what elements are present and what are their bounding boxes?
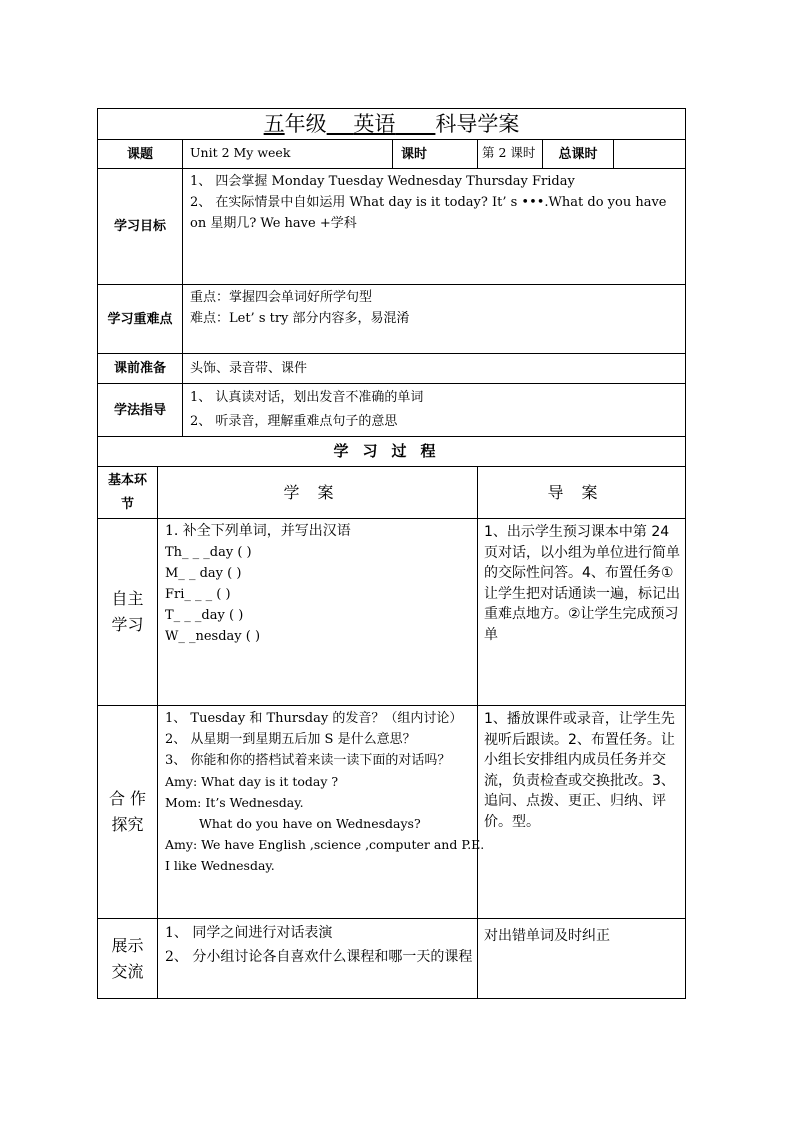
goals-content	[183, 169, 686, 285]
study-line: 1. 补全下列单词，并写出汉语	[165, 523, 351, 539]
document-title	[98, 109, 686, 140]
process-header: 学习过程	[98, 437, 686, 467]
topic-value: Unit 2 My week	[183, 140, 393, 169]
goals-label: 学习目标	[98, 169, 183, 285]
period-label: 课时	[393, 140, 478, 169]
study-line: Fri_ _ _ ( )	[165, 587, 231, 602]
study-line: M_ _ day ( )	[165, 566, 242, 581]
total-label: 总课时	[543, 140, 614, 168]
method-line-1: 1、 认真读对话，划出发音不准确的单词	[190, 390, 424, 405]
goal-line-2: 2、 在实际情景中自如运用 What day is it today? It’ s •••.What do you have on 星期几? We have +学科	[190, 195, 667, 231]
lesson-plan-table	[97, 108, 686, 999]
section-guide-presentation: 对出错单词及时纠正	[478, 919, 686, 999]
section-stage-self-study: 自主学习	[98, 519, 158, 706]
study-line: Amy: We have English ,science ,computer and P.E.	[165, 837, 485, 852]
study-line: 2、 分小组讨论各自喜欢什么课程和哪一天的课程	[165, 949, 473, 965]
section-study-presentation	[158, 919, 478, 999]
key-point-line-1: 重点：掌握四会单词好所学句型	[190, 290, 373, 305]
section-guide-cooperation: 1、播放课件或录音，让学生先视听后跟读。2、布置任务。让小组长安排组内成员任务并交流，负责检查或交换批改。3、追问、点拨、更正、归纳、评价。型。	[478, 706, 686, 919]
method-label: 学法指导	[98, 384, 183, 437]
section-stage-presentation: 展示交流	[98, 919, 158, 999]
study-line: 1、 同学之间进行对话表演	[165, 925, 333, 941]
column-header-study: 学案	[158, 467, 478, 519]
study-line: 1、 Tuesday 和 Thursday 的发音？（组内讨论）	[165, 711, 463, 726]
study-line: 3、 你能和你的搭档试着来读一读下面的对话吗？	[165, 753, 451, 768]
title-grade-suffix: 年级	[284, 112, 327, 136]
study-line: W_ _nesday ( )	[165, 629, 261, 644]
study-line: Amy: What day is it today ?	[165, 774, 339, 789]
goal-line-1: 1、 四会掌握 Monday Tuesday Wednesday Thursday Friday	[190, 174, 575, 189]
study-line: 2、 从星期一到星期五后加 S 是什么意思？	[165, 732, 416, 747]
study-line: Th_ _ _day ( )	[165, 545, 252, 560]
preparation-label: 课前准备	[98, 354, 183, 384]
study-line: Mom: It’s Wednesday.	[165, 795, 304, 810]
key-point-line-2: 难点：Let’ s try 部分内容多，易混淆	[190, 311, 410, 326]
section-study-cooperation	[158, 706, 485, 919]
section-guide-self-study: 1、出示学生预习课本中第 24 页对话，以小组为单位进行简单的交际性问答。4、布置任务①让学生把对话通读一遍，标记出重难点地方。②让学生完成预习单	[478, 519, 686, 706]
section-study-self-study	[158, 519, 478, 706]
period-value: 第 2 课时	[478, 140, 543, 168]
column-header-stage: 基本环节	[98, 467, 158, 519]
section-stage-cooperation: 合 作探究	[98, 706, 158, 919]
column-header-guide: 导案	[478, 467, 686, 519]
method-content	[183, 384, 686, 437]
title-grade: 五	[263, 112, 285, 136]
key-points-content	[183, 285, 686, 354]
method-line-2: 2、 听录音，理解重难点句子的意思	[190, 414, 398, 429]
title-suffix: 科导学案	[435, 112, 520, 136]
study-line: T_ _ _day ( )	[165, 608, 244, 623]
topic-label: 课题	[98, 140, 183, 169]
study-line: What do you have on Wednesdays?	[199, 816, 421, 831]
preparation-value: 头饰、录音带、课件	[183, 354, 686, 384]
study-line: I like Wednesday.	[165, 858, 275, 873]
title-subject: 英语	[353, 112, 396, 136]
key-points-label: 学习重难点	[98, 285, 183, 354]
